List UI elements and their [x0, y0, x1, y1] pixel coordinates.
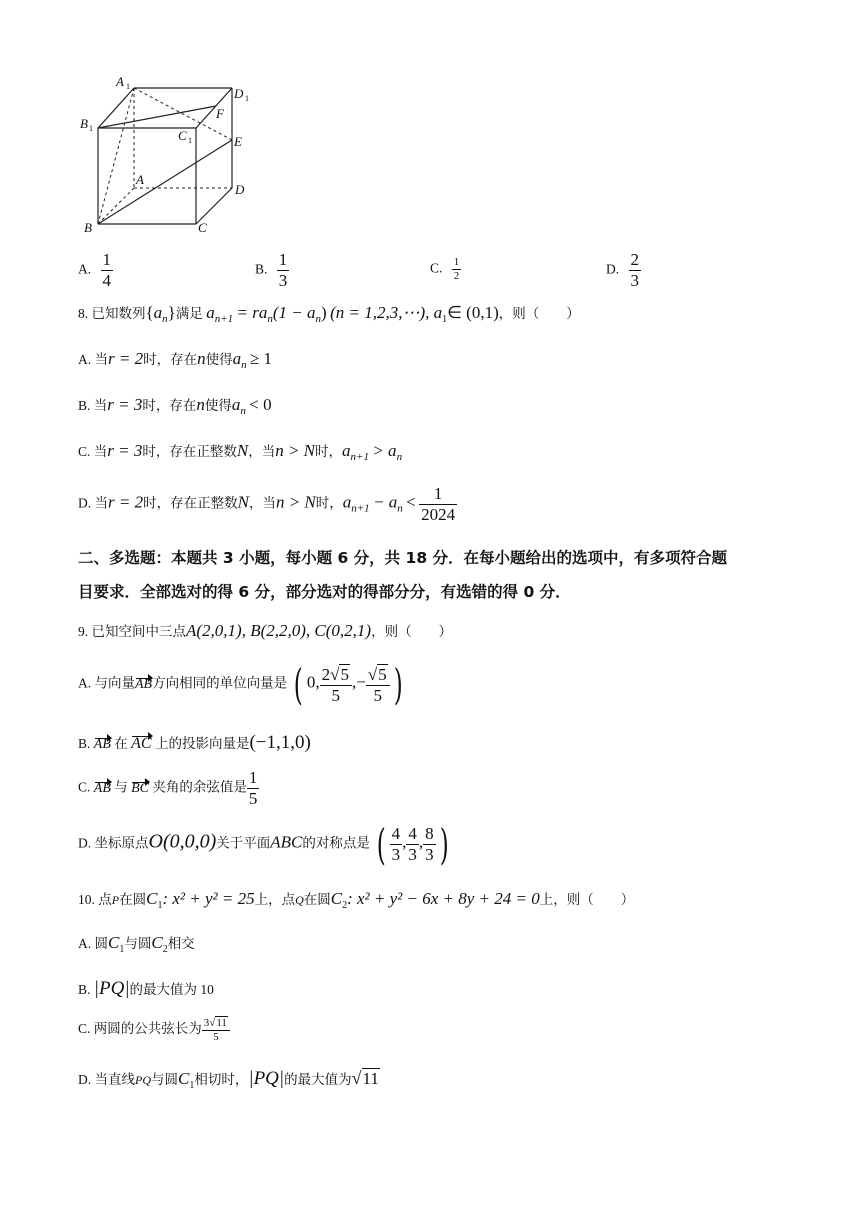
- q8-option-d: D. 当r = 2时，存在正整数N，当n > N时，$a_{n+1} - a_n$ < $\frac{1}{2024}$: [78, 484, 456, 524]
- edge-b-a: [98, 188, 134, 224]
- q9-stem: 9. 已知空间中三点A(2,0,1), B(2,2,0), C(0,2,1)，则（ ）: [78, 621, 453, 640]
- label-sub: 1: [126, 82, 130, 91]
- q8-option-a: A. 当r = 2时，存在n使得$a_n \ge 1$: [78, 349, 273, 371]
- segment-b-e: [98, 140, 232, 224]
- label-sub: 1: [245, 94, 249, 103]
- q8-option-b: B. 当r = 3时，存在n使得$a_n < 0$: [78, 395, 272, 417]
- q10-option-a: A. 圆$C_1$与圆$C_2$相交: [78, 933, 195, 955]
- label-c: C: [198, 220, 207, 235]
- label-c1: C: [178, 128, 187, 143]
- label-e: E: [234, 134, 242, 149]
- q9-option-a: A. 与向量AB方向相同的单位向量是 ( 0, $\frac{2√5}{5}$ ,− $\frac{√5}{5}$ ): [78, 660, 403, 709]
- q9-option-d: D. 坐标原点O(0,0,0)关于平面ABC的对称点是 ( $\frac{4}{3}$ , $\frac{4}{3}$ , $\frac{8}{3}$ ): [78, 820, 449, 869]
- edge-d1-c1: [196, 88, 232, 128]
- q8-option-c: C. 当r = 3时，存在正整数N，当n > N时，$a_{n+1} > a_n$: [78, 441, 403, 463]
- section-heading-line1: 二、多选题：本题共 3 小题，每小题 6 分，共 18 分．在每小题给出的选项中，有多项符合题: [78, 549, 728, 567]
- label-b: B: [84, 220, 92, 235]
- q7-option-c: C. $\frac{1}{2}$: [430, 256, 460, 282]
- label-a1: A: [116, 76, 124, 89]
- label-d1: D: [234, 86, 244, 101]
- q8-stem: 8. 已知数列$\{a_n\}$满足 $a_{n+1} = ra_n(1 - a_n) (n$ = 1,2,3,⋯), $a_1\in$ (0,1)，则（ ）: [78, 303, 580, 325]
- q7-option-a: A. $\frac{1}{4}$: [78, 250, 111, 290]
- label-sub: 1: [188, 136, 192, 145]
- q10-option-b: B. |PQ|的最大值为 10: [78, 978, 214, 999]
- cube-figure: [78, 76, 268, 238]
- label-d: D: [235, 182, 245, 197]
- q10-option-d: D. 当直线PQ与圆$C_1$相切时，|PQ|的最大值为√11: [78, 1068, 379, 1091]
- label-a: A: [136, 172, 144, 187]
- label-f: F: [216, 106, 224, 121]
- q9-option-c: C. AB 与 BC 夹角的余弦值是 $\frac{1}{5}$: [78, 768, 258, 808]
- label-sub: 1: [89, 124, 93, 133]
- q7-option-d: D. $\frac{2}{3}$: [606, 250, 639, 290]
- edge-d-c: [196, 188, 232, 224]
- q10-option-c: C. 两圆的公共弦长为 $\frac{3√11}{5}$: [78, 1016, 230, 1044]
- q10-stem: 10. 点P在圆$C_1$: x² + y² = 25上，点Q在圆$C_2$: x² + y² − 6x + 8y + 24 = 0上，则（ ）: [78, 889, 635, 911]
- section-heading-line2: 目要求．全部选对的得 6 分，部分选对的得部分分，有选错的得 0 分．: [78, 583, 571, 601]
- q9-option-b: B. AB 在 AC 上的投影向量是(−1,1,0): [78, 732, 311, 753]
- q7-option-b: B. $\frac{1}{3}$: [255, 250, 288, 290]
- label-b1: B: [80, 116, 88, 131]
